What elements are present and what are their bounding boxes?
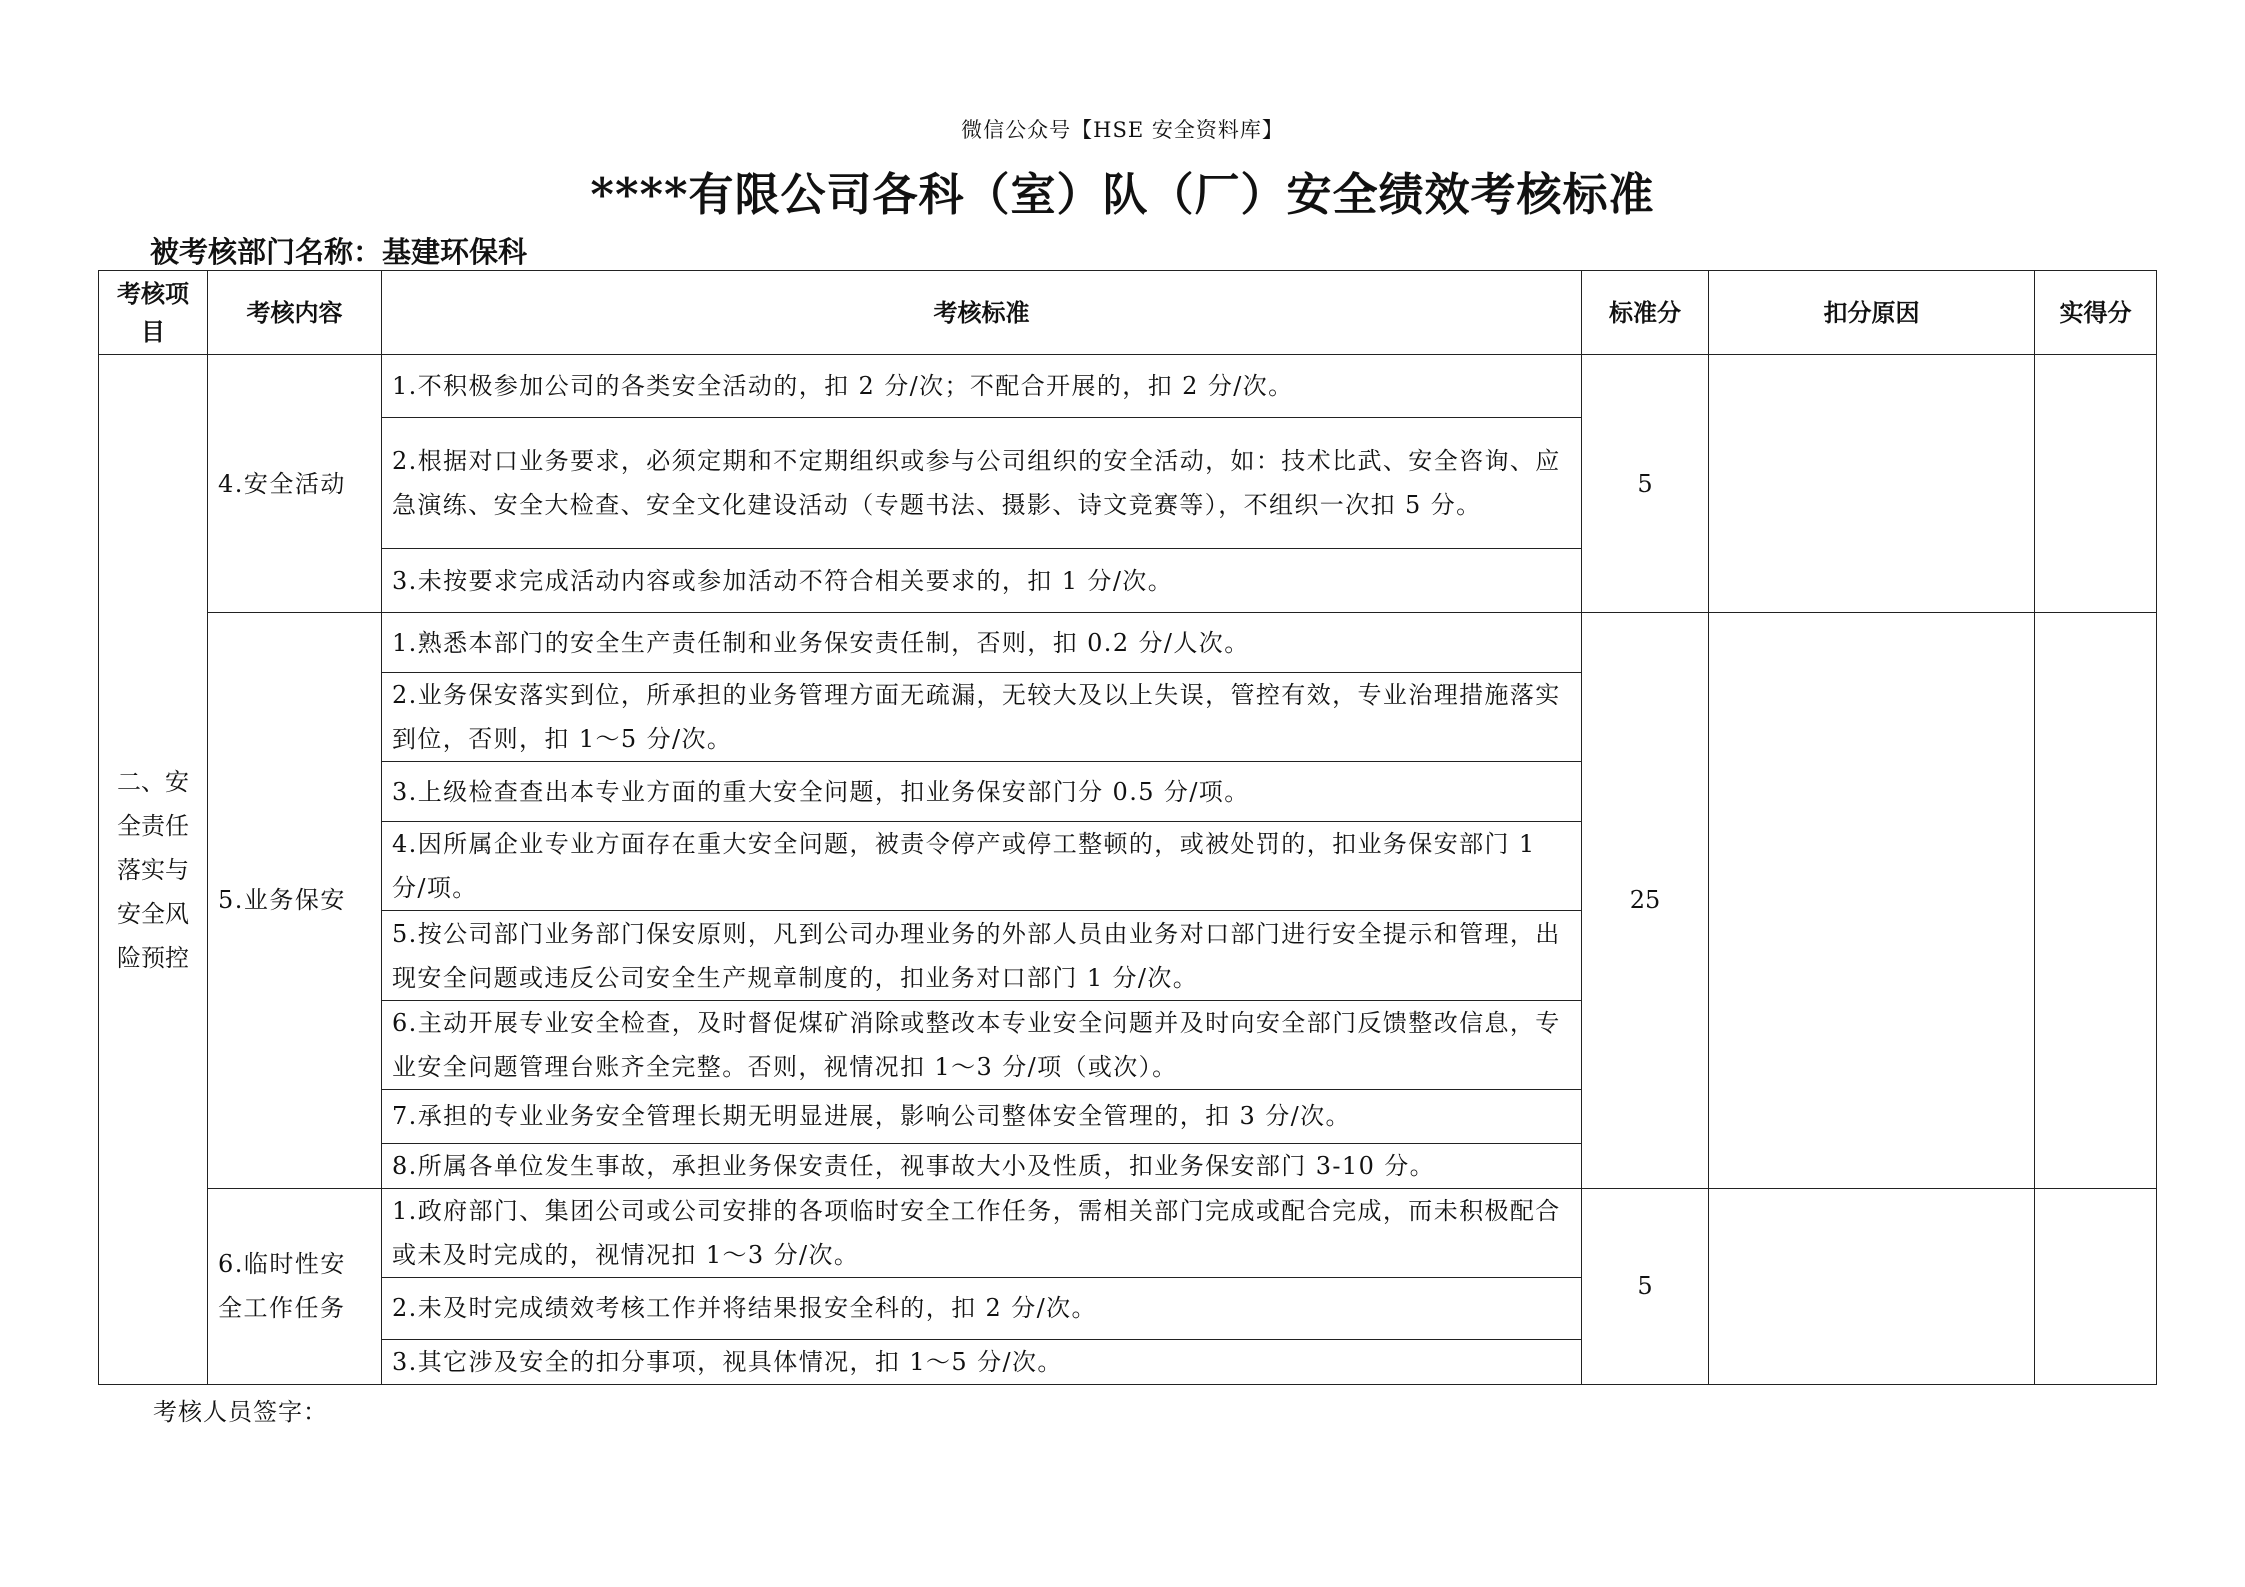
- criterion-cell: 2.未及时完成绩效考核工作并将结果报安全科的，扣 2 分/次。: [382, 1277, 1582, 1339]
- table-row: [99, 355, 2157, 418]
- content-cell: 5.业务保安: [208, 613, 382, 1188]
- assessment-table: [98, 270, 2157, 1385]
- signature-label: 考核人员签字：: [153, 1398, 328, 1426]
- criterion-cell: 2.根据对口业务要求，必须定期和不定期组织或参与公司组织的安全活动，如：技术比武、安全咨询、应急演练、安全大检查、安全文化建设活动（专题书法、摄影、诗文竞赛等），不组织一次扣 5 分。: [382, 418, 1582, 549]
- criterion-cell: 3.上级检查查出本专业方面的重大安全问题，扣业务保安部门分 0.5 分/项。: [382, 762, 1582, 822]
- department-value: 基建环保科: [382, 235, 528, 269]
- table-row: [99, 1188, 2157, 1277]
- content-cell: 6.临时性安全工作任务: [208, 1188, 382, 1384]
- header-row: [99, 271, 2157, 355]
- reason-cell[interactable]: [1709, 355, 2035, 613]
- table-row: [99, 613, 2157, 673]
- header-standard: 考核标准: [382, 271, 1582, 355]
- score-cell: 25: [1582, 613, 1709, 1188]
- header-content: 考核内容: [208, 271, 382, 355]
- reason-cell[interactable]: [1709, 613, 2035, 1188]
- document-title: ****有限公司各科（室）队（厂）安全绩效考核标准: [590, 168, 1655, 221]
- criterion-cell: 6.主动开展专业安全检查，及时督促煤矿消除或整改本专业安全问题并及时向安全部门反馈整改信息，专业安全问题管理台账齐全完整。否则，视情况扣 1～3 分/项（或次）。: [382, 1000, 1582, 1089]
- criterion-cell: 1.政府部门、集团公司或公司安排的各项临时安全工作任务，需相关部门完成或配合完成，而未积极配合或未及时完成的，视情况扣 1～3 分/次。: [382, 1188, 1582, 1277]
- criterion-cell: 7.承担的专业业务安全管理长期无明显进展，影响公司整体安全管理的，扣 3 分/次。: [382, 1089, 1582, 1143]
- criterion-cell: 2.业务保安落实到位，所承担的业务管理方面无疏漏，无较大及以上失误，管控有效，专业治理措施落实到位，否则，扣 1～5 分/次。: [382, 673, 1582, 762]
- reason-cell[interactable]: [1709, 1188, 2035, 1384]
- criterion-cell: 4.因所属企业专业方面存在重大安全问题，被责令停产或停工整顿的，或被处罚的，扣业务保安部门 1 分/项。: [382, 822, 1582, 911]
- criterion-cell: 3.其它涉及安全的扣分事项，视具体情况，扣 1～5 分/次。: [382, 1339, 1582, 1384]
- actual-score-cell[interactable]: [2035, 355, 2157, 613]
- criterion-cell: 1.熟悉本部门的安全生产责任制和业务保安责任制，否则，扣 0.2 分/人次。: [382, 613, 1582, 673]
- criterion-cell: 3.未按要求完成活动内容或参加活动不符合相关要求的，扣 1 分/次。: [382, 549, 1582, 613]
- header-note: 微信公众号【HSE 安全资料库】: [961, 118, 1284, 142]
- department-label: 被考核部门名称：: [150, 235, 383, 269]
- actual-score-cell[interactable]: [2035, 613, 2157, 1188]
- score-cell: 5: [1582, 1188, 1709, 1384]
- header-project: 考核项目: [99, 271, 208, 355]
- criterion-cell: 5.按公司部门业务部门保安原则，凡到公司办理业务的外部人员由业务对口部门进行安全提示和管理，出现安全问题或违反公司安全生产规章制度的，扣业务对口部门 1 分/次。: [382, 911, 1582, 1000]
- actual-score-cell[interactable]: [2035, 1188, 2157, 1384]
- header-actual: 实得分: [2035, 271, 2157, 355]
- criterion-cell: 1.不积极参加公司的各类安全活动的，扣 2 分/次；不配合开展的，扣 2 分/次。: [382, 355, 1582, 418]
- content-cell: 4.安全活动: [208, 355, 382, 613]
- score-cell: 5: [1582, 355, 1709, 613]
- department-line: [150, 230, 527, 271]
- header-reason: 扣分原因: [1709, 271, 2035, 355]
- project-cell: 二、安全责任落实与安全风险预控: [99, 355, 208, 1385]
- criterion-cell: 8.所属各单位发生事故，承担业务保安责任，视事故大小及性质，扣业务保安部门 3-10 分。: [382, 1143, 1582, 1188]
- header-score: 标准分: [1582, 271, 1709, 355]
